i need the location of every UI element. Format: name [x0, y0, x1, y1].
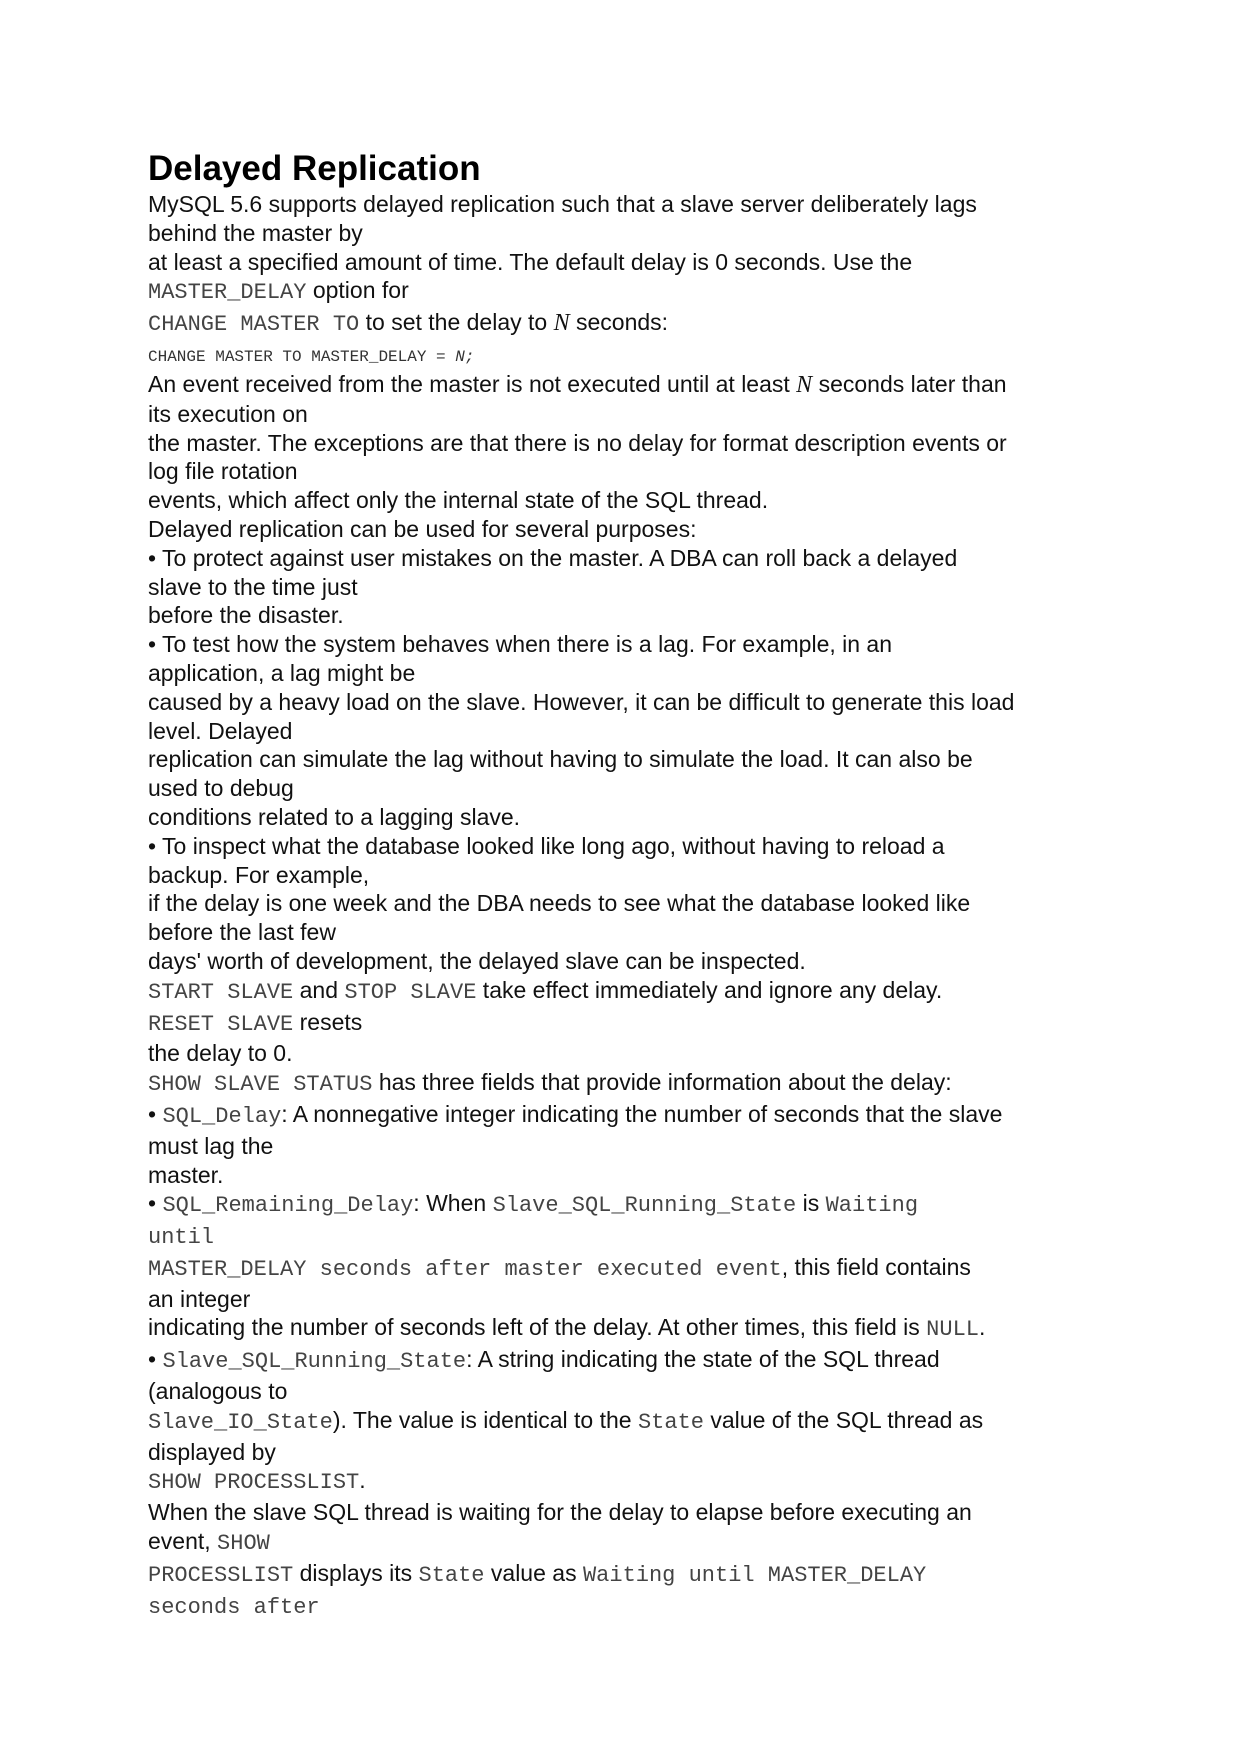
text-line: [148, 1132, 1098, 1161]
code-segment: CHANGE MASTER TO MASTER_DELAY =: [148, 347, 456, 366]
text-line: [148, 457, 1098, 486]
text-line: [148, 947, 1098, 976]
text-line: [148, 308, 1098, 340]
text-segment: an integer: [148, 1285, 251, 1312]
text-line: [148, 370, 1098, 400]
text-line: [148, 248, 1098, 277]
text-line: [148, 1591, 1098, 1623]
text-segment: must lag the: [148, 1132, 274, 1159]
text-segment: level. Delayed: [148, 717, 293, 744]
text-segment: ). The value is identical to the: [332, 1406, 638, 1433]
code-segment: Waiting until MASTER_DELAY: [582, 1562, 927, 1588]
text-segment: master.: [148, 1161, 224, 1188]
text-segment: before the last few: [148, 919, 336, 946]
text-line: [148, 1221, 1098, 1253]
text-segment: the master. The exceptions are that there is no delay for format description events or: [148, 429, 1007, 456]
text-line: [148, 1527, 1098, 1559]
text-line: [148, 659, 1098, 688]
code-segment: N: [553, 310, 570, 337]
code-segment: SQL_Delay: [162, 1103, 282, 1129]
text-segment: caused by a heavy load on the slave. However, it can be difficult to generate this load: [148, 688, 1015, 715]
text-line: [148, 1498, 1098, 1527]
text-segment: at least a specified amount of time. The default delay is 0 seconds. Use the: [148, 248, 913, 275]
text-segment: used to debug: [148, 775, 294, 802]
text-segment: value as: [484, 1559, 583, 1586]
text-segment: When the slave SQL thread is waiting for the delay to elapse before executing an: [148, 1499, 972, 1526]
text-line: [148, 745, 1098, 774]
text-segment: • To test how the system behaves when there is a lag. For example, in an: [148, 631, 893, 658]
code-segment: Waiting: [825, 1193, 919, 1219]
text-line: [148, 774, 1098, 803]
text-line: [148, 976, 1098, 1008]
text-line: [148, 601, 1098, 630]
text-line: [148, 1285, 1098, 1314]
text-segment: has three fields that provide information about the delay:: [372, 1069, 952, 1096]
code-segment: Slave_SQL_Running_State: [492, 1193, 797, 1219]
text-segment: events, which affect only the internal state of the SQL thread.: [148, 487, 769, 514]
text-segment: Delayed replication can be used for several purposes:: [148, 515, 697, 542]
text-segment: seconds:: [569, 309, 669, 336]
code-segment: START SLAVE: [148, 979, 294, 1005]
text-segment: An event received from the master is not executed until at least: [148, 370, 797, 397]
code-segment: CHANGE MASTER TO: [148, 312, 360, 338]
text-segment: MySQL 5.6 supports delayed replication such that a slave server deliberately lags: [148, 191, 977, 217]
text-line: [148, 1161, 1098, 1190]
text-segment: •: [148, 1346, 163, 1373]
text-line: [148, 688, 1098, 717]
text-segment: value of the SQL thread as: [704, 1406, 984, 1433]
text-segment: seconds later than: [812, 370, 1007, 397]
text-line: [148, 340, 1098, 370]
code-segment: Slave_IO_State: [148, 1409, 333, 1435]
code-segment: MASTER_DELAY: [148, 280, 307, 306]
text-line: [148, 429, 1098, 458]
text-segment: to set the delay to: [359, 309, 554, 336]
text-line: [148, 918, 1098, 947]
text-line: [148, 1068, 1098, 1100]
code-segment: Slave_SQL_Running_State: [162, 1349, 467, 1375]
text-segment: resets: [293, 1008, 363, 1035]
document-body: [148, 148, 1098, 1622]
text-line: [148, 400, 1098, 429]
text-segment: application, a lag might be: [148, 659, 416, 686]
text-segment: , this field contains: [781, 1253, 971, 1280]
text-line: [148, 276, 1098, 308]
text-segment: •: [148, 1190, 163, 1217]
text-line: [148, 1377, 1098, 1406]
text-segment: event,: [148, 1528, 218, 1555]
text-segment: take effect immediately and ignore any delay.: [476, 976, 943, 1003]
text-segment: is: [796, 1190, 826, 1217]
text-segment: days' worth of development, the delayed slave can be inspected.: [148, 947, 806, 974]
text-line: [148, 1406, 1098, 1438]
text-line: [148, 889, 1098, 918]
text-segment: the delay to 0.: [148, 1040, 293, 1067]
code-segment: SHOW PROCESSLIST: [148, 1470, 360, 1496]
text-segment: indicating the number of seconds left of the delay. At other times, this field is: [148, 1314, 927, 1341]
text-segment: • To inspect what the database looked like long ago, without having to reload a: [148, 832, 945, 859]
text-segment: : When: [413, 1190, 493, 1217]
text-line: [148, 190, 1098, 219]
code-segment: MASTER_DELAY seconds after master executed event: [148, 1256, 782, 1282]
text-segment: (analogous to: [148, 1378, 288, 1405]
code-segment: until: [148, 1225, 215, 1251]
text-segment: replication can simulate the lag without having to simulate the load. It can also be: [148, 746, 973, 773]
text-segment: displayed by: [148, 1438, 276, 1465]
text-line: [148, 544, 1098, 573]
text-line: [148, 1313, 1098, 1345]
code-segment: STOP SLAVE: [344, 979, 477, 1005]
code-segment: SQL_Remaining_Delay: [162, 1193, 414, 1219]
text-line: [148, 1559, 1098, 1591]
text-line: [148, 1100, 1098, 1132]
text-segment: .: [978, 1314, 986, 1341]
text-line: [148, 1008, 1098, 1040]
text-segment: : A nonnegative integer indicating the number of seconds that the slave: [281, 1100, 1003, 1127]
text-segment: option for: [306, 277, 409, 304]
page-title: Delayed Replication: [148, 149, 481, 188]
text-line: [148, 1438, 1098, 1467]
code-segment: SHOW SLAVE STATUS: [148, 1072, 373, 1098]
text-segment: • To protect against user mistakes on the master. A DBA can roll back a delayed: [148, 544, 958, 571]
text-line: [148, 803, 1098, 832]
text-line: [148, 717, 1098, 746]
text-line: [148, 1039, 1098, 1068]
text-line: [148, 515, 1098, 544]
text-lines: [148, 190, 1098, 1622]
code-segment: NULL: [926, 1317, 979, 1343]
text-line: [148, 630, 1098, 659]
text-line: [148, 219, 1098, 248]
text-line: [148, 832, 1098, 861]
text-segment: displays its: [293, 1559, 419, 1586]
text-segment: .: [359, 1467, 366, 1494]
code-segment: N: [796, 371, 813, 398]
text-segment: its execution on: [148, 400, 308, 427]
text-segment: log file rotation: [148, 458, 298, 485]
text-line: [148, 1253, 1098, 1285]
code-segment: SHOW: [217, 1531, 270, 1557]
text-line: [148, 486, 1098, 515]
text-segment: slave to the time just: [148, 573, 358, 600]
text-line: [148, 573, 1098, 602]
text-segment: : A string indicating the state of the SQL thread: [466, 1346, 940, 1373]
text-segment: if the delay is one week and the DBA needs to see what the database looked like: [148, 890, 971, 917]
text-segment: •: [148, 1100, 163, 1127]
code-segment: N;: [455, 347, 475, 366]
code-segment: State: [637, 1409, 704, 1435]
code-segment: State: [418, 1562, 485, 1588]
text-segment: conditions related to a lagging slave.: [148, 803, 521, 830]
code-segment: RESET SLAVE: [148, 1011, 294, 1037]
text-segment: before the disaster.: [148, 602, 344, 629]
text-line: [148, 1345, 1098, 1377]
text-line: [148, 1466, 1098, 1498]
text-segment: and: [293, 976, 345, 1003]
code-segment: PROCESSLIST: [148, 1562, 294, 1588]
text-line: [148, 1189, 1098, 1221]
text-segment: behind the master by: [148, 219, 363, 246]
text-line: [148, 861, 1098, 890]
text-segment: backup. For example,: [148, 861, 370, 888]
code-segment: seconds after: [148, 1594, 320, 1620]
